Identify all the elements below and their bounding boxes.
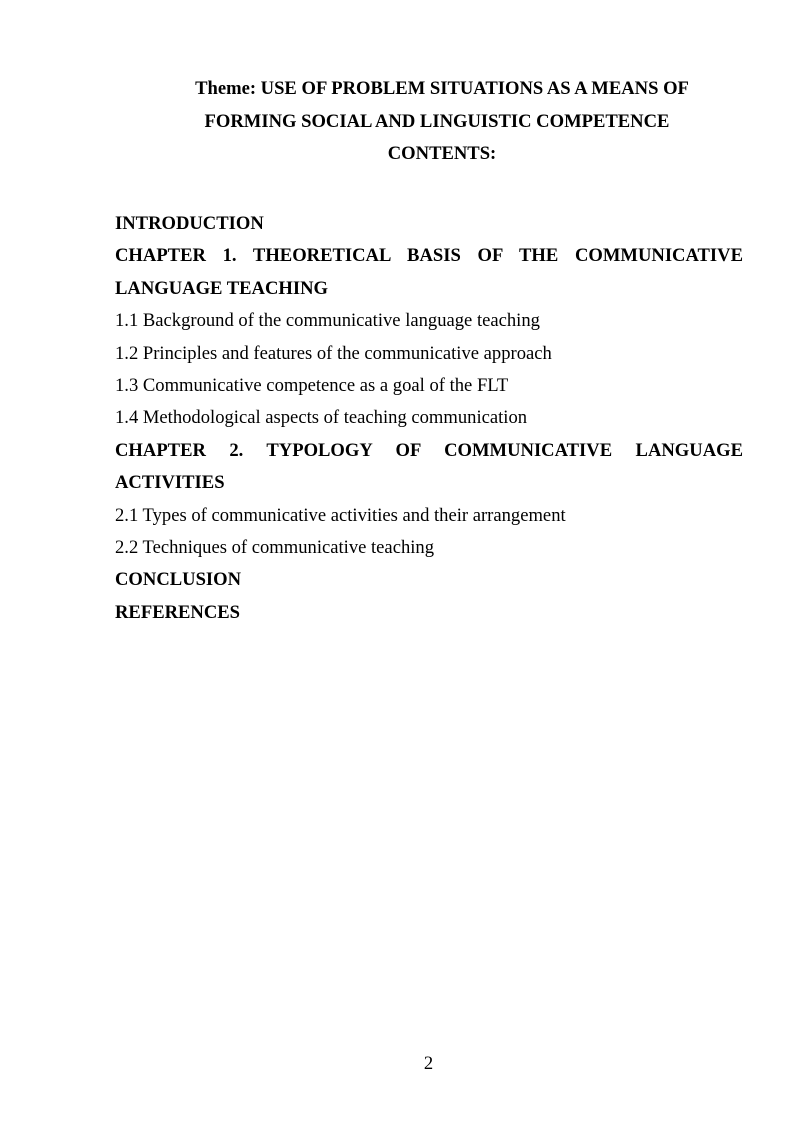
toc-section-1-4: 1.4 Methodological aspects of teaching communication: [115, 407, 528, 429]
theme-line-1: Theme: USE OF PROBLEM SITUATIONS AS A MEANS OF: [195, 78, 689, 99]
toc-section-2-2: 2.2 Techniques of communicative teaching: [115, 537, 434, 559]
document-theme: [115, 73, 769, 138]
toc-references: REFERENCES: [115, 601, 241, 623]
theme-line-2: FORMING SOCIAL AND LINGUISTIC COMPETENCE: [204, 110, 670, 132]
toc-conclusion: CONCLUSION: [115, 569, 242, 591]
toc-section-2-1: 2.1 Types of communicative activities and their arrangement: [115, 504, 566, 526]
toc-section-1-2: 1.2 Principles and features of the communicative approach: [115, 342, 552, 364]
table-of-contents: [115, 208, 743, 629]
toc-introduction: INTRODUCTION: [115, 213, 264, 234]
toc-chapter-1-title-continued: LANGUAGE TEACHING: [115, 277, 329, 299]
toc-section-1-3: 1.3 Communicative competence as a goal of the FLT: [115, 375, 509, 397]
toc-chapter-2-title-continued: ACTIVITIES: [115, 472, 225, 494]
contents-heading: CONTENTS:: [387, 143, 497, 164]
toc-section-1-1: 1.1 Background of the communicative language teaching: [115, 310, 540, 332]
page-number: 2: [423, 1053, 434, 1074]
toc-chapter-2-title: CHAPTER 2. TYPOLOGY OF COMMUNICATIVE LANGUAGE: [115, 439, 743, 461]
toc-chapter-1-title: CHAPTER 1. THEORETICAL BASIS OF THE COMMUNICATIVE: [115, 245, 743, 267]
